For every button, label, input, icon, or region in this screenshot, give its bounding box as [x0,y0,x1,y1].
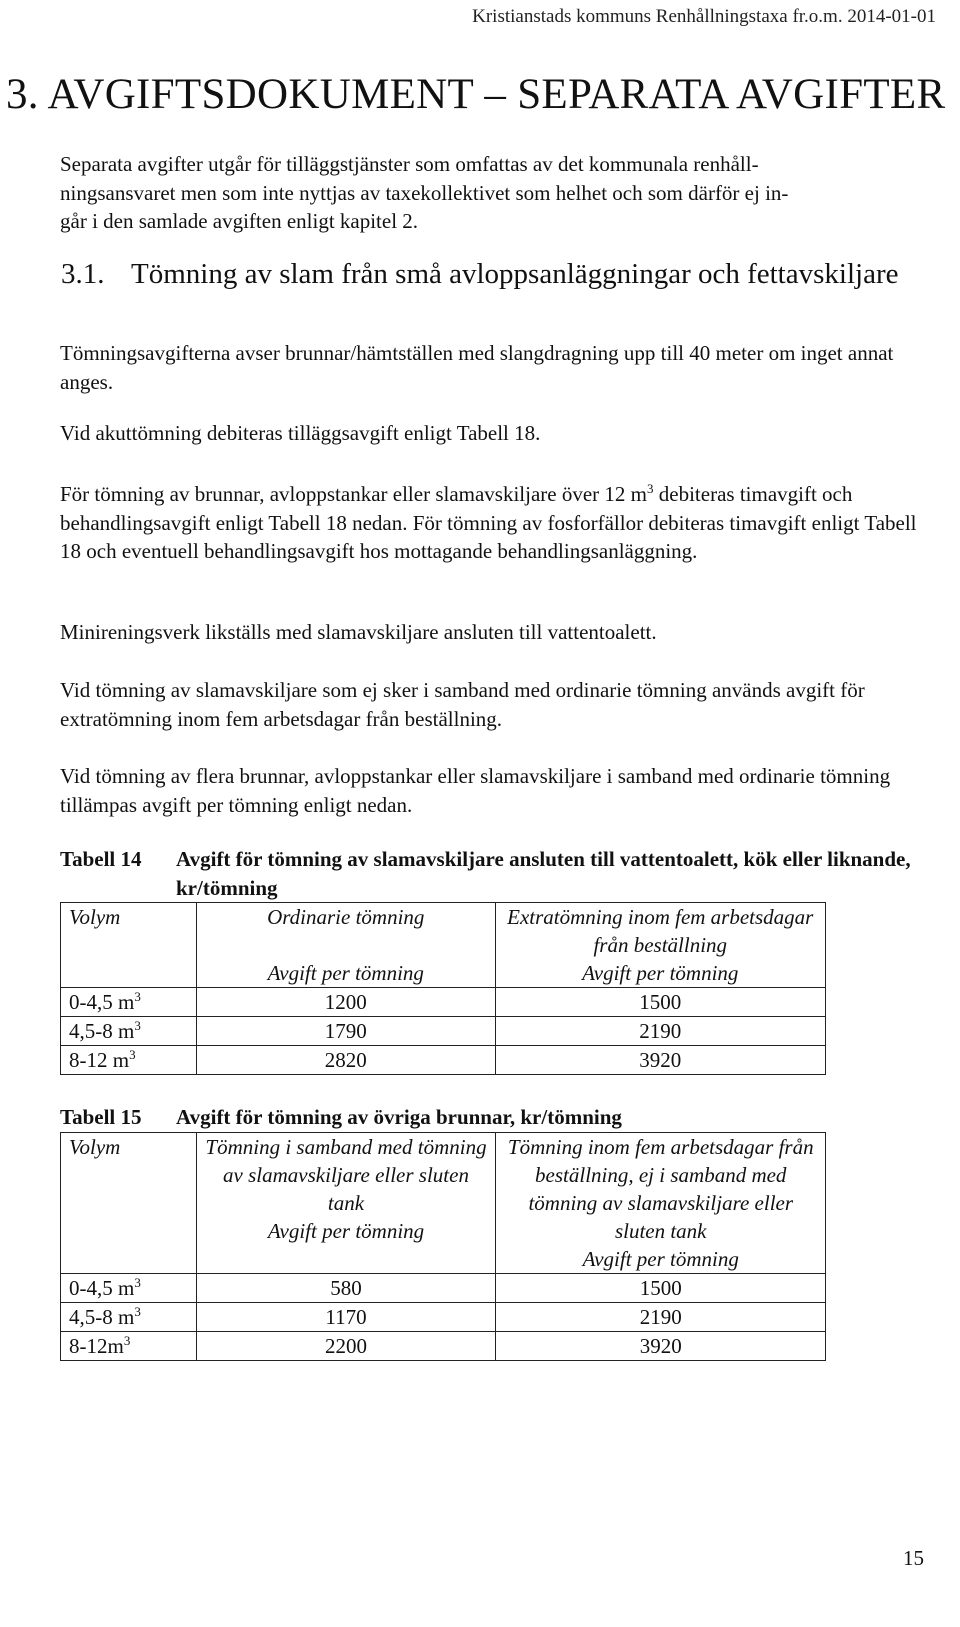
table-header-row [61,1133,826,1274]
cell-separate-fee: 3920 [496,1332,826,1361]
header-separate-sub: Avgift per tömning [582,1247,739,1271]
cell-separate-fee: 1500 [496,1274,826,1303]
paragraph-emergency: Vid akuttömning debiteras tilläggsavgift enligt Tabell 18. [60,421,541,445]
paragraph-multiple-wells: Vid tömning av flera brunnar, avloppstankar eller slamavskiljare i samband med ordinarie tömning tillämpas avgift per tömning enligt nedan. [60,764,891,817]
table-header-row [61,903,826,988]
cell-volume [61,1274,197,1303]
volume-sup: 3 [134,1018,141,1033]
cell-ordinary-fee: 2820 [197,1046,495,1075]
header-volume: Volym [61,903,197,988]
page-number: 15 [903,1546,924,1570]
volume-text: 0-4,5 m [69,1276,135,1300]
cell-with-regular-fee: 580 [196,1274,496,1303]
table15 [60,1132,826,1361]
header-extra-sub: Avgift per tömning [582,961,739,985]
volume-sup: 3 [123,1333,131,1348]
table14 [60,902,826,1075]
running-header: Kristianstads kommuns Renhållningstaxa fr.o.m. 2014-01-01 [472,6,936,27]
header-separate [496,1133,826,1274]
header-with-regular [196,1133,496,1274]
section-heading [61,256,931,292]
intro-line: ningsansvaret men som inte nyttjas av taxekollektivet som helhet och som därför ej in- [60,180,789,205]
header-volume: Volym [61,1133,197,1274]
table14-caption-text: Avgift för tömning av slamavskiljare ansluten till vattentoalett, kök eller liknande, kr/tömning [176,847,911,900]
header-with-regular-title: Tömning i samband med tömning av slamavskiljare eller sluten tank [205,1135,487,1215]
header-ordinary-sub: Avgift per tömning [267,961,424,985]
paragraph-hose-length: Tömningsavgifterna avser brunnar/hämtställen med slangdragning upp till 40 meter om inget annat anges. [60,341,894,394]
p3-text-b: debiteras timavgift och behandlingsavgift enligt Tabell 18 nedan. För tömning av fosforfällor debiteras timavgift enligt Tabell 18 och eventuell behandlingsavgift hos mottagande behandlingsanläggning. [60,482,917,563]
section-title: Tömning av slam från små avloppsanläggningar och fettavskiljare [131,258,899,290]
cell-extra-fee: 1500 [495,988,826,1017]
table-row [61,1303,826,1332]
table-row [61,1017,826,1046]
table15-caption-text: Avgift för tömning av övriga brunnar, kr/tömning [176,1105,622,1129]
header-ordinary-title: Ordinarie tömning [267,905,425,929]
cell-separate-fee: 2190 [496,1303,826,1332]
paragraph-large-tanks [60,480,930,566]
cell-volume [61,988,197,1017]
cell-ordinary-fee: 1200 [197,988,495,1017]
paragraph-extra-emptying: Vid tömning av slamavskiljare som ej sker i samband med ordinarie tömning används avgift för extratömning inom fem arbetsdagar från beställning. [60,678,865,731]
chapter-title: 3. AVGIFTSDOKUMENT – SEPARATA AVGIFTER [6,71,946,118]
p3-text-a: För tömning av brunnar, avloppstankar eller slamavskiljare över 12 m [60,482,648,506]
table15-label: Tabell 15 [60,1105,142,1129]
cell-volume [61,1332,197,1361]
volume-sup: 3 [134,989,141,1004]
cell-volume [61,1046,197,1075]
volume-text: 8-12 m [69,1048,130,1072]
header-spacer [205,931,486,959]
volume-text: 4,5-8 m [69,1305,135,1329]
volume-sup: 3 [134,1275,141,1290]
table14-caption [60,845,930,903]
table-row [61,1274,826,1303]
volume-text: 8-12m [69,1334,124,1358]
cell-extra-fee: 3920 [495,1046,826,1075]
volume-text: 0-4,5 m [69,990,135,1014]
cell-volume [61,1017,197,1046]
header-extra-title: Extratömning inom fem arbetsdagar från beställning [507,905,814,957]
header-ordinary [197,903,495,988]
p3-superscript: 3 [647,481,654,496]
intro-paragraph [60,150,930,236]
cell-volume [61,1303,197,1332]
intro-line: går i den samlade avgiften enligt kapitel 2. [60,209,419,233]
table-row [61,1046,826,1075]
cell-ordinary-fee: 1790 [197,1017,495,1046]
volume-text: 4,5-8 m [69,1019,135,1043]
section-number: 3.1. [61,258,105,290]
cell-with-regular-fee: 2200 [196,1332,496,1361]
table-row [61,1332,826,1361]
table-row [61,988,826,1017]
cell-with-regular-fee: 1170 [196,1303,496,1332]
table14-label: Tabell 14 [60,847,142,871]
header-extra [495,903,826,988]
cell-extra-fee: 2190 [495,1017,826,1046]
paragraph-mini-treatment: Minireningsverk likställs med slamavskiljare ansluten till vattentoalett. [60,620,657,644]
volume-sup: 3 [134,1304,141,1319]
volume-sup: 3 [129,1047,136,1062]
intro-line: Separata avgifter utgår för tilläggstjänster som omfattas av det kommunala renhåll- [60,152,759,176]
table15-caption [60,1103,930,1132]
header-separate-title: Tömning inom fem arbetsdagar från beställning, ej i samband med tömning av slamavskiljare eller sluten tank [507,1135,814,1243]
header-with-regular-sub: Avgift per tömning [267,1219,425,1243]
